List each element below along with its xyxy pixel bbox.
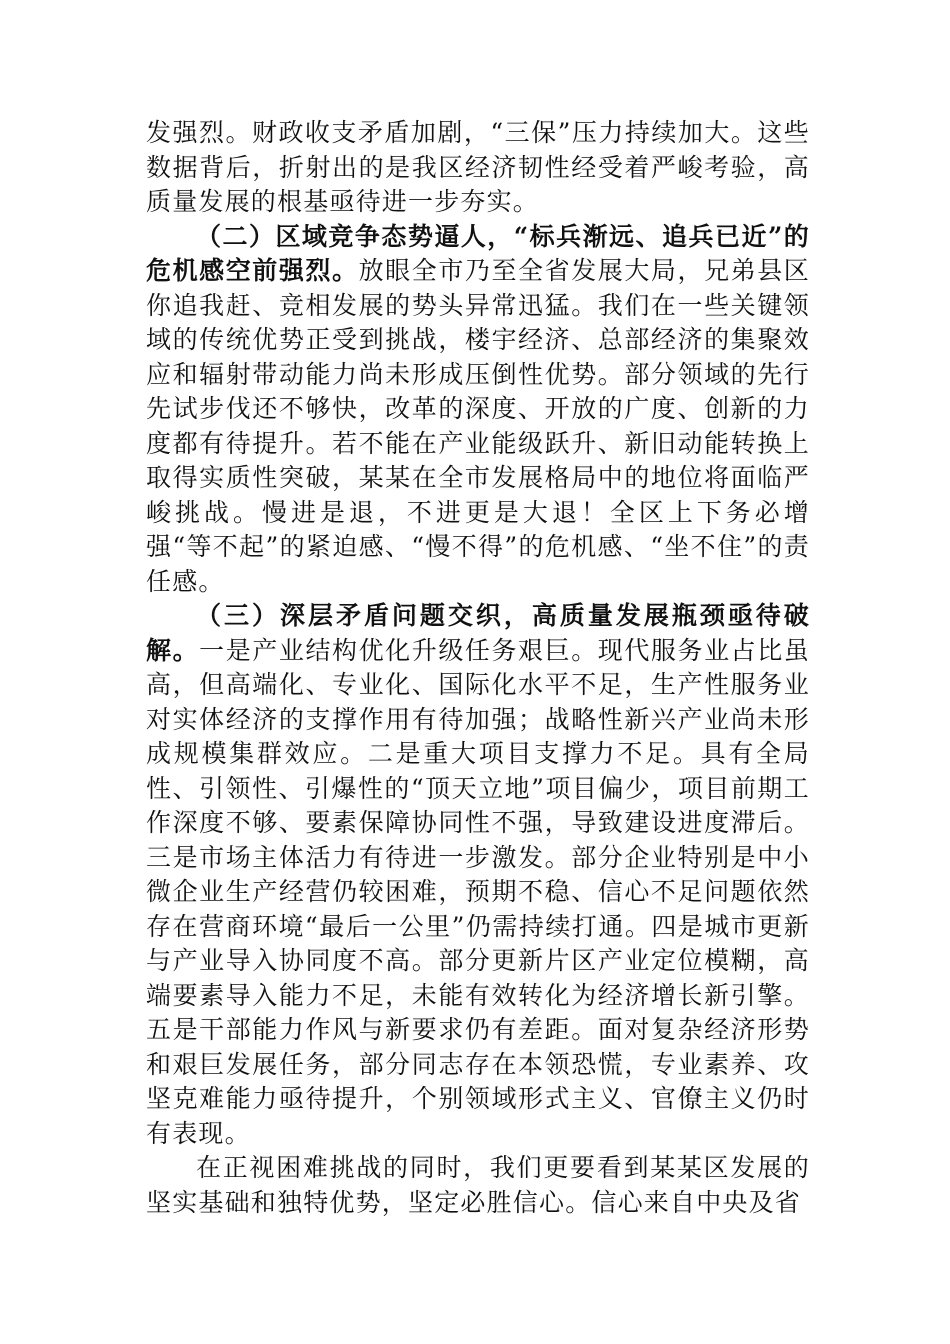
section-heading-two: （二）区域竞争态势逼人，“标兵渐远、追兵已近”的危机感空前强烈。 <box>146 221 810 285</box>
section-heading-three: （三）深层矛盾问题交织，高质量发展瓶颈亟待破解。 <box>146 601 810 665</box>
paragraph-body: 放眼全市乃至全省发展大局，兄弟县区你追我赶、竞相发展的势头异常迅猛。我们在一些关键领域的传统优势正受到挑战，楼宇经济、总部经济的集聚效应和辐射带动能力尚未形成压倒性优势。部分领域的先行先试步伐还不够快，改革的深度、开放的广度、创新的力度都有待提升。若不能在产业能级跃升、新旧动能转换上取得实质性突破，某某在全市发展格局中的地位将面临严峻挑战。慢进是退，不进更是大退！全区上下务必增强“等不起”的紧迫感、“慢不得”的危机感、“坐不住”的责任感。 <box>146 256 811 596</box>
paragraph-regional-competition <box>146 220 810 600</box>
paragraph-deep-contradictions <box>146 599 810 1151</box>
paragraph-confidence: 在正视困难挑战的同时，我们更要看到某某区发展的坚实基础和独特优势，坚定必胜信心。信心来自中央及省 <box>146 1153 810 1217</box>
paragraph-body: 一是产业结构优化升级任务艰巨。现代服务业占比虽高，但高端化、专业化、国际化水平不足，生产性服务业对实体经济的支撑作用有待加强；战略性新兴产业尚未形成规模集群效应。二是重大项目支撑力不足。具有全局性、引领性、引爆性的“顶天立地”项目偏少，项目前期工作深度不够、要素保障协同性不强，导致建设进度滞后。三是市场主体活力有待进一步激发。部分企业特别是中小微企业生产经营仍较困难，预期不稳、信心不足问题依然存在营商环境“最后一公里”仍需持续打通。四是城市更新与产业导入协同度不高。部分更新片区产业定位模糊，高端要素导入能力不足，未能有效转化为经济增长新引擎。五是干部能力作风与新要求仍有差距。面对复杂经济形势和艰巨发展任务，部分同志存在本领恐慌，专业素养、攻坚克难能力亟待提升，个别领域形式主义、官僚主义仍时有表现。 <box>146 635 810 1148</box>
paragraph-fiscal-pressure: 发强烈。财政收支矛盾加剧，“三保”压力持续加大。这些数据背后，折射出的是我区经济韧性经受着严峻考验，高质量发展的根基亟待进一步夯实。 <box>146 118 810 216</box>
document-body <box>146 116 810 1220</box>
